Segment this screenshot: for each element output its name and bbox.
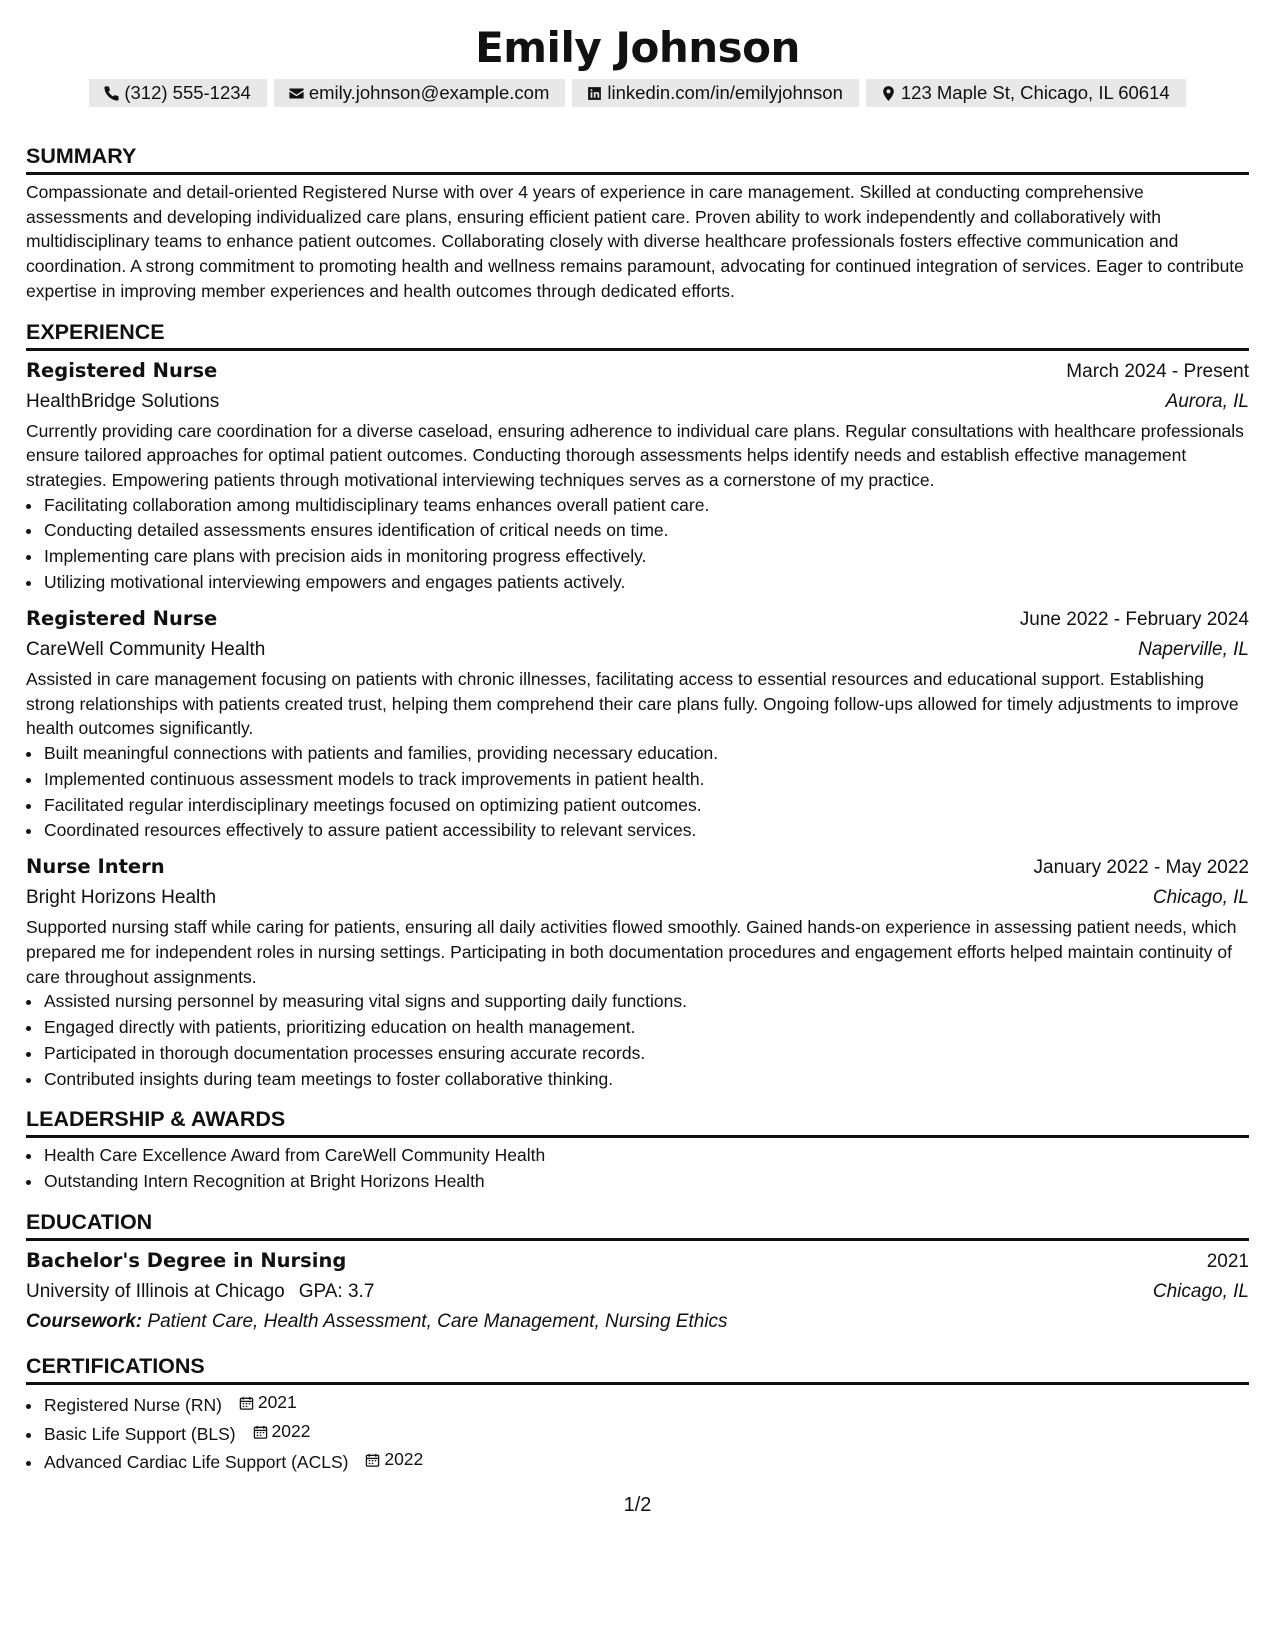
coursework	[26, 1307, 1249, 1337]
job-bullets	[26, 493, 1249, 596]
certification-name: Advanced Cardiac Life Support (ACLS)	[44, 1452, 349, 1473]
gpa: GPA: 3.7	[298, 1281, 375, 1302]
job-location: Naperville, IL	[1138, 638, 1249, 660]
contact-bar	[26, 79, 1249, 107]
job-title: Registered Nurse	[26, 358, 218, 382]
coursework-list: Patient Care, Health Assessment, Care Management, Nursing Ethics	[147, 1311, 728, 1332]
job-bullet: • Implemented continuous assessment models to track improvements in patient health.	[43, 767, 1249, 793]
certification-item	[43, 1390, 1249, 1419]
certification-name: Registered Nurse (RN)	[44, 1394, 222, 1415]
awards-list	[26, 1143, 1249, 1195]
job-bullets	[26, 741, 1249, 844]
job-location: Chicago, IL	[1152, 887, 1249, 909]
coursework-label: Coursework:	[26, 1311, 143, 1332]
job-bullet: • Contributed insights during team meetings to foster collaborative thinking.	[43, 1067, 1249, 1093]
contact-phone[interactable]	[89, 79, 267, 107]
awards-section	[26, 1106, 1249, 1195]
summary-section	[26, 143, 1249, 304]
degree-title: Bachelor's Degree in Nursing	[26, 1249, 347, 1272]
job-bullet: • Engaged directly with patients, prioritizing education on health management.	[43, 1015, 1249, 1041]
certification-item	[43, 1419, 1249, 1448]
certification-year: 2022	[384, 1449, 424, 1470]
job-bullet: • Utilizing motivational interviewing empowers and engages patients actively.	[43, 570, 1249, 596]
job-bullet: • Built meaningful connections with patients and families, providing necessary education.	[43, 741, 1249, 767]
certifications-list	[26, 1390, 1249, 1476]
contact-address[interactable]	[866, 79, 1186, 107]
education-section	[26, 1209, 1249, 1337]
award-item: • Outstanding Intern Recognition at Bright Horizons Health	[43, 1169, 1249, 1195]
contact-linkedin-text: linkedin.com/in/emilyjohnson	[607, 82, 843, 103]
contact-linkedin[interactable]	[572, 79, 858, 107]
certification-year: 2022	[271, 1420, 311, 1441]
experience-section	[26, 319, 1249, 1093]
job-bullet: • Assisted nursing personnel by measuring vital signs and supporting daily functions.	[43, 989, 1249, 1015]
job-entry	[26, 852, 1249, 1092]
award-item: • Health Care Excellence Award from CareWell Community Health	[43, 1143, 1249, 1169]
job-title: Registered Nurse	[26, 606, 218, 630]
school-name: University of Illinois at Chicago	[26, 1281, 285, 1302]
job-location: Aurora, IL	[1165, 390, 1249, 412]
summary-text: Compassionate and detail-oriented Registered Nurse with over 4 years of experience in care management. Skilled at conducting comprehensive assessments and developing individualized care plans, ensuring efficient patient care. Proven ability to work independently and collaboratively with multidisciplinary teams to enhance patient outcomes. Collaborating closely with diverse healthcare professionals fosters effective communication and coordination. A strong commitment to promoting health and wellness remains paramount, advocating for continued integration of services. Eager to contribute expertise in improving member experiences and health outcomes through dedicated efforts.	[26, 182, 1244, 301]
job-description: Currently providing care coordination for a diverse caseload, ensuring adherence to individual care plans. Regular consultations with healthcare professionals ensure tailored approaches for optimal patient outcomes. Conducting thorough assessments helps identify needs and establish effective management strategies. Empowering patients through motivational interviewing techniques serves as a cornerstone of my practice.	[26, 420, 1244, 490]
job-description: Supported nursing staff while caring for patients, ensuring all daily activities flowed smoothly. Gained hands-on experience in assessing patient needs, which prepared me for independent roles in nursing settings. Participating in both documentation procedures and engagement efforts helped maintain continuity of care throughout assignments.	[26, 917, 1237, 987]
job-organization: HealthBridge Solutions	[26, 390, 220, 412]
calendar-icon	[239, 1395, 254, 1411]
contact-phone-text: (312) 555-1234	[124, 82, 251, 103]
job-title: Nurse Intern	[26, 855, 165, 879]
phone-icon	[103, 85, 120, 102]
section-title-education: EDUCATION	[26, 1209, 1249, 1241]
job-bullet: • Participated in thorough documentation processes ensuring accurate records.	[43, 1041, 1249, 1067]
linkedin-icon	[586, 85, 603, 102]
certifications-section	[26, 1353, 1249, 1476]
job-organization: Bright Horizons Health	[26, 887, 217, 909]
job-dates: June 2022 - February 2024	[1019, 608, 1249, 630]
certification-year: 2021	[257, 1392, 297, 1412]
job-dates: March 2024 - Present	[1066, 360, 1249, 382]
job-bullet: • Facilitating collaboration among multidisciplinary teams enhances overall patient care.	[43, 493, 1249, 519]
certification-item	[43, 1447, 1249, 1476]
graduation-year: 2021	[1206, 1251, 1249, 1272]
section-title-awards: LEADERSHIP & AWARDS	[26, 1106, 1249, 1138]
job-entry	[26, 604, 1249, 844]
contact-email-text: emily.johnson@example.com	[308, 82, 550, 103]
section-title-certifications: CERTIFICATIONS	[26, 1353, 1249, 1385]
certification-name: Basic Life Support (BLS)	[44, 1423, 236, 1444]
section-title-summary: SUMMARY	[26, 143, 1249, 175]
section-title-experience: EXPERIENCE	[26, 319, 1249, 351]
contact-email[interactable]	[274, 79, 566, 107]
job-bullet: • Conducting detailed assessments ensures identification of critical needs on time.	[43, 518, 1249, 544]
school-info	[26, 1277, 374, 1307]
job-entry	[26, 356, 1249, 596]
job-description: Assisted in care management focusing on patients with chronic illnesses, facilitating access to essential resources and educational support. Establishing strong relationships with patients created trust, helping them comprehend their care plans fully. Ongoing follow-ups allowed for timely adjustments to improve health outcomes significantly.	[26, 668, 1239, 739]
page-number: 1/2	[623, 1494, 652, 1516]
job-bullet: • Facilitated regular interdisciplinary meetings focused on optimizing patient outcomes.	[43, 793, 1249, 819]
job-organization: CareWell Community Health	[26, 638, 266, 660]
resume-name: Emily Johnson	[475, 23, 800, 72]
job-bullet: • Implementing care plans with precision aids in monitoring progress effectively.	[43, 544, 1249, 570]
job-bullet: • Coordinated resources effectively to assure patient accessibility to relevant services.	[43, 818, 1249, 844]
contact-address-text: 123 Maple St, Chicago, IL 60614	[900, 82, 1170, 103]
job-bullets	[26, 989, 1249, 1092]
school-location: Chicago, IL	[1152, 1281, 1249, 1302]
job-dates: January 2022 - May 2022	[1033, 857, 1249, 879]
map-marker-icon	[880, 85, 897, 102]
calendar-icon	[253, 1424, 268, 1440]
calendar-icon	[365, 1452, 380, 1468]
envelope-icon	[288, 85, 305, 102]
